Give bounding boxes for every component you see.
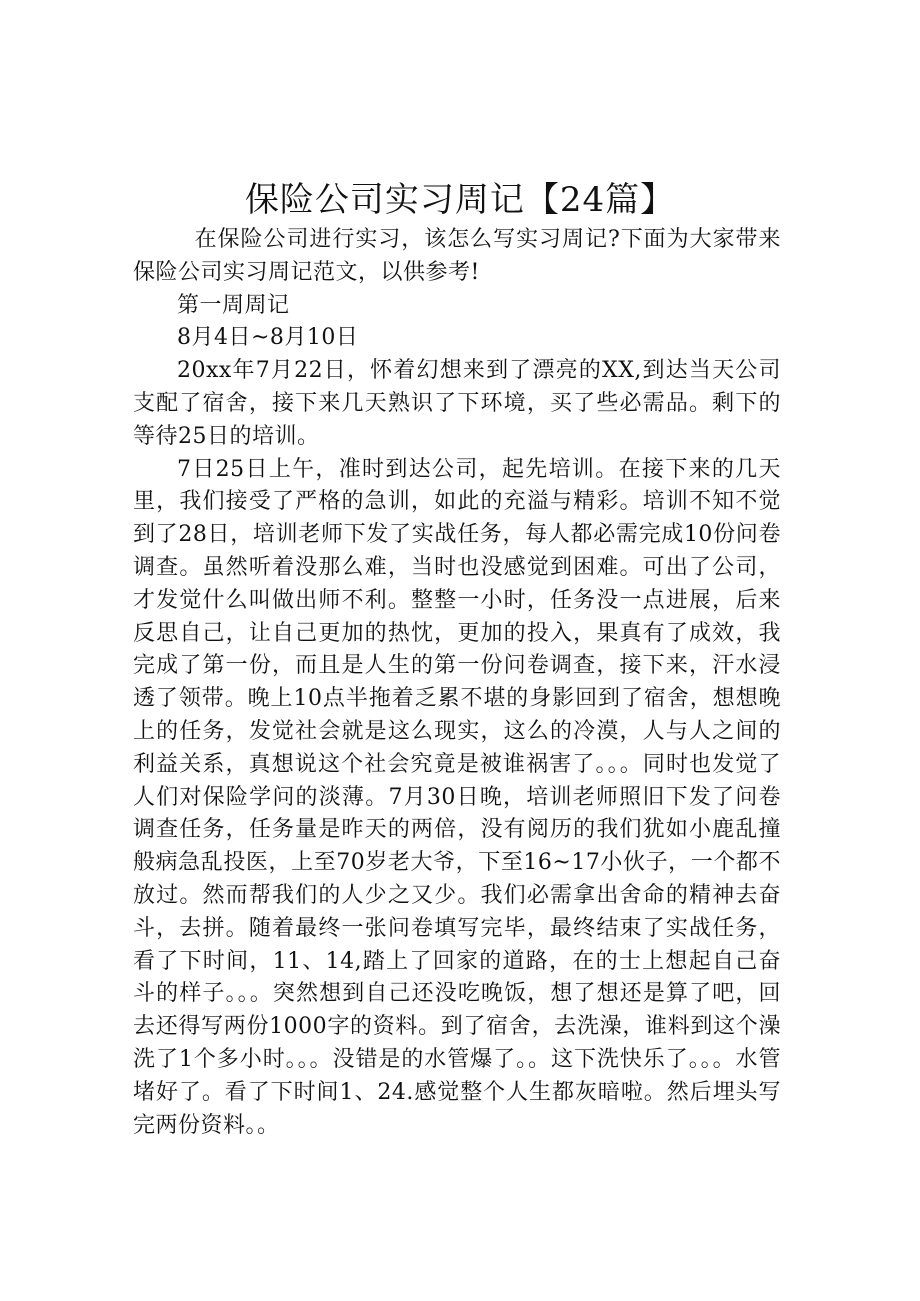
intro-paragraph: 在保险公司进行实习，该怎么写实习周记?下面为大家带来保险公司实习周记范文，以供参考! <box>133 227 781 285</box>
document-body <box>133 224 781 1142</box>
document-title: 保险公司实习周记【24篇】 <box>244 180 676 220</box>
week-heading: 第一周周记 <box>177 292 290 318</box>
date-range: 8月4日~8月10日 <box>177 325 359 351</box>
body-paragraph-2: 7日25日上午，准时到达公司，起先培训。在接下来的几天里，我们接受了严格的急训，如此的充溢与精彩。培训不知不觉到了28日，培训老师下发了实战任务，每人都必需完成10份问卷调查。虽然听着没那么难，当时也没感觉到困难。可出了公司，才发觉什么叫做出师不利。整整一小时，任务没一点进展，后来反思自己，让自己更加的热忱，更加的投入，果真有了成效，我完成了第一份，而且是人生的第一份问卷调查，接下来，汗水浸透了领带。晚上10点半拖着乏累不堪的身影回到了宿舍，想想晚上的任务，发觉社会就是这么现实，这么的冷漠，人与人之间的利益关系，真想说这个社会究竟是被谁祸害了。。。同时也发觉了人们对保险学问的淡薄。7月30日晚，培训老师照旧下发了问卷调查任务，任务量是昨天的两倍，没有阅历的我们犹如小鹿乱撞般病急乱投医，上至70岁老大爷，下至16~17小伙子，一个都不放过。然而帮我们的人少之又少。我们必需拿出舍命的精神去奋斗，去拼。随着最终一张问卷填写完毕，最终结束了实战任务，看了下时间，11、14,踏上了回家的道路，在的士上想起自己奋斗的样子。。。突然想到自己还没吃晚饭，想了想还是算了吧，回去还得写两份1000字的资料。到了宿舍，去洗澡，谁料到这个澡洗了1个多小时。。。没错是的水管爆了。。这下洗快乐了。。。水管堵好了。看了下时间1、24.感觉整个人生都灰暗啦。然后埋头写完两份资料。。 <box>133 456 781 1138</box>
body-paragraph-1: 20xx年7月22日，怀着幻想来到了漂亮的XX,到达当天公司支配了宿舍，接下来几天熟识了下环境，买了些必需品。剩下的等待25日的培训。 <box>133 358 781 449</box>
